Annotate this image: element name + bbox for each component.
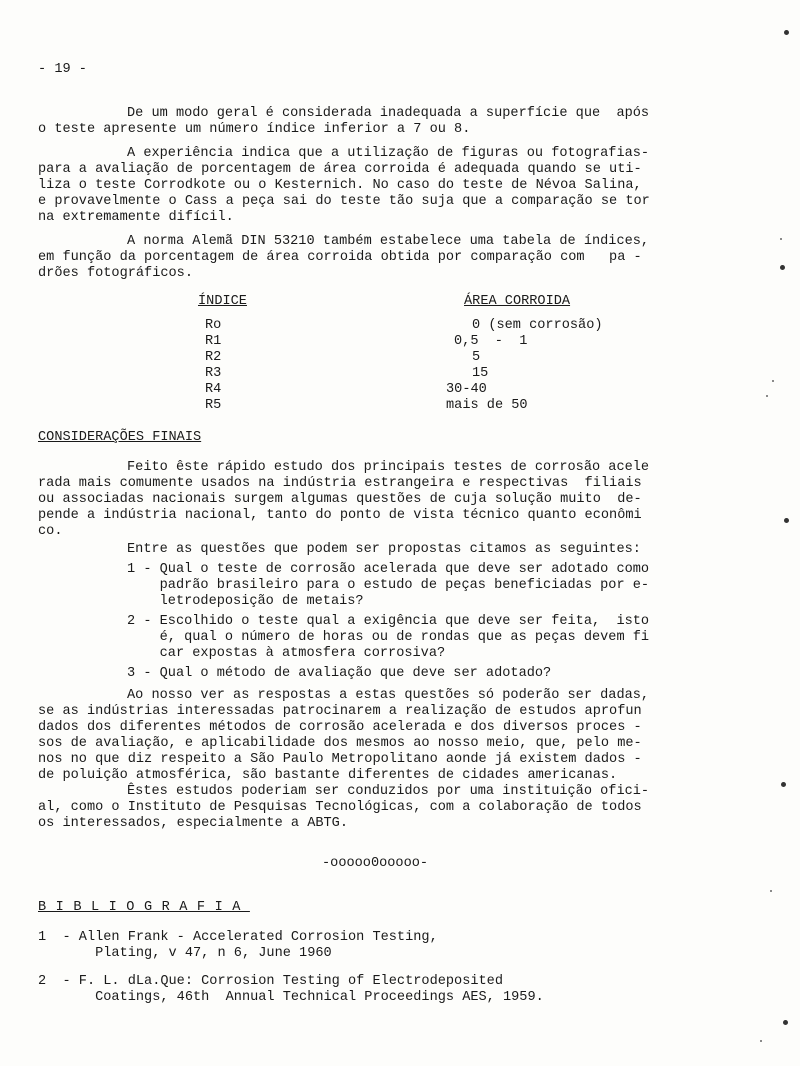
text-line: A norma Alemã DIN 53210 também estabelece uma tabela de índices, bbox=[127, 234, 650, 249]
text-line: em função da porcentagem de área corroida obtida por comparação com pa - bbox=[38, 250, 642, 265]
text-line: na extremamente difícil. bbox=[38, 210, 234, 225]
text-line: Feito êste rápido estudo dos principais testes de corrosão acele bbox=[127, 460, 650, 475]
table-cell-index: R2 bbox=[205, 350, 222, 365]
text-line: Ao nosso ver as respostas a estas questões só poderão ser dadas, bbox=[127, 688, 650, 703]
text-line: padrão brasileiro para o estudo de peças beneficiadas por e- bbox=[127, 578, 650, 593]
page-number: - 19 - bbox=[38, 62, 87, 77]
scan-speck bbox=[766, 395, 768, 397]
text-line: Coatings, 46th Annual Technical Proceedings AES, 1959. bbox=[38, 990, 544, 1005]
table-cell-index: R4 bbox=[205, 382, 222, 397]
scan-speck bbox=[784, 518, 789, 523]
text-line: pende a indústria nacional, tanto do ponto de vista técnico quanto econômi bbox=[38, 508, 642, 523]
text-line: dados dos diferentes métodos de corrosão acelerada e dos diversos proces - bbox=[38, 720, 642, 735]
table-cell-index: Ro bbox=[205, 318, 222, 333]
scan-speck bbox=[772, 380, 774, 382]
bibliography-title: BIBLIOGRAFIA bbox=[38, 900, 250, 915]
scan-speck bbox=[781, 782, 786, 787]
text-line: drões fotográficos. bbox=[38, 266, 193, 281]
text-line: 2 - Escolhido o teste qual a exigência que deve ser feita, isto bbox=[127, 614, 650, 629]
text-line: de poluição atmosférica, são bastante diferentes de cidades americanas. bbox=[38, 768, 618, 783]
table-cell-area: 15 bbox=[472, 366, 489, 381]
table-cell-area: 30-40 bbox=[446, 382, 487, 397]
table-cell-index: R3 bbox=[205, 366, 222, 381]
question-3: 3 - Qual o método de avaliação que deve ser adotado? bbox=[127, 666, 552, 681]
section-title: CONSIDERAÇÕES FINAIS bbox=[38, 430, 202, 445]
text-line: os interessados, especialmente a ABTG. bbox=[38, 816, 348, 831]
text-line: se as indústrias interessadas patrocinarem a realização de estudos aprofun bbox=[38, 704, 642, 719]
separator: -ooooo0ooooo- bbox=[322, 856, 429, 871]
scan-speck bbox=[780, 265, 785, 270]
text-line: co. bbox=[38, 524, 63, 539]
table-header-index: ÍNDICE bbox=[198, 294, 247, 309]
text-line: De um modo geral é considerada inadequada a superfície que após bbox=[127, 106, 650, 121]
table-cell-index: R1 bbox=[205, 334, 222, 349]
text-line: car expostas à atmosfera corrosiva? bbox=[127, 646, 446, 661]
table-cell-area: mais de 50 bbox=[446, 398, 528, 413]
text-line: e provavelmente o Cass a peça sai do teste tão suja que a comparação se tor bbox=[38, 194, 650, 209]
text-line: 2 - F. L. dLa.Que: Corrosion Testing of Electrodeposited bbox=[38, 974, 503, 989]
text-line: o teste apresente um número índice inferior a 7 ou 8. bbox=[38, 122, 471, 137]
text-line: Êstes estudos poderiam ser conduzidos por uma instituição ofici- bbox=[127, 784, 650, 799]
text-line: A experiência indica que a utilização de figuras ou fotografias- bbox=[127, 146, 650, 161]
text-line: é, qual o número de horas ou de rondas que as peças devem fi bbox=[127, 630, 650, 645]
table-cell-area: 5 bbox=[472, 350, 481, 365]
text-line: Plating, v 47, n 6, June 1960 bbox=[38, 946, 332, 961]
final-paragraph-2: Entre as questões que podem ser propostas citamos as seguintes: bbox=[127, 542, 641, 557]
text-line: sos de avaliação, e aplicabilidade dos mesmos ao nosso meio, que, pelo me- bbox=[38, 736, 642, 751]
scan-speck bbox=[783, 1020, 788, 1025]
scan-speck bbox=[784, 30, 789, 35]
text-line: letrodeposição de metais? bbox=[127, 594, 364, 609]
text-line: liza o teste Corrodkote ou o Kesternich. No caso do teste de Névoa Salina, bbox=[38, 178, 642, 193]
text-line: 1 - Allen Frank - Accelerated Corrosion Testing, bbox=[38, 930, 438, 945]
text-line: al, como o Instituto de Pesquisas Tecnológicas, com a colaboração de todos bbox=[38, 800, 642, 815]
scan-speck bbox=[770, 890, 772, 892]
table-header-area: ÁREA CORROIDA bbox=[464, 294, 571, 309]
text-line: rada mais comumente usados na indústria estrangeira e respectivas filiais bbox=[38, 476, 642, 491]
scan-speck bbox=[780, 238, 782, 240]
text-line: para a avaliação de porcentagem de área corroida é adequada quando se uti- bbox=[38, 162, 642, 177]
scan-speck bbox=[760, 1040, 762, 1042]
text-line: 1 - Qual o teste de corrosão acelerada que deve ser adotado como bbox=[127, 562, 650, 577]
table-cell-area: 0 (sem corrosão) bbox=[472, 318, 603, 333]
table-cell-area: 0,5 - 1 bbox=[454, 334, 528, 349]
table-cell-index: R5 bbox=[205, 398, 222, 413]
text-line: ou associadas nacionais surgem algumas questões de cuja solução muito de- bbox=[38, 492, 642, 507]
text-line: nos no que diz respeito a São Paulo Metropolitano aonde já existem dados - bbox=[38, 752, 642, 767]
